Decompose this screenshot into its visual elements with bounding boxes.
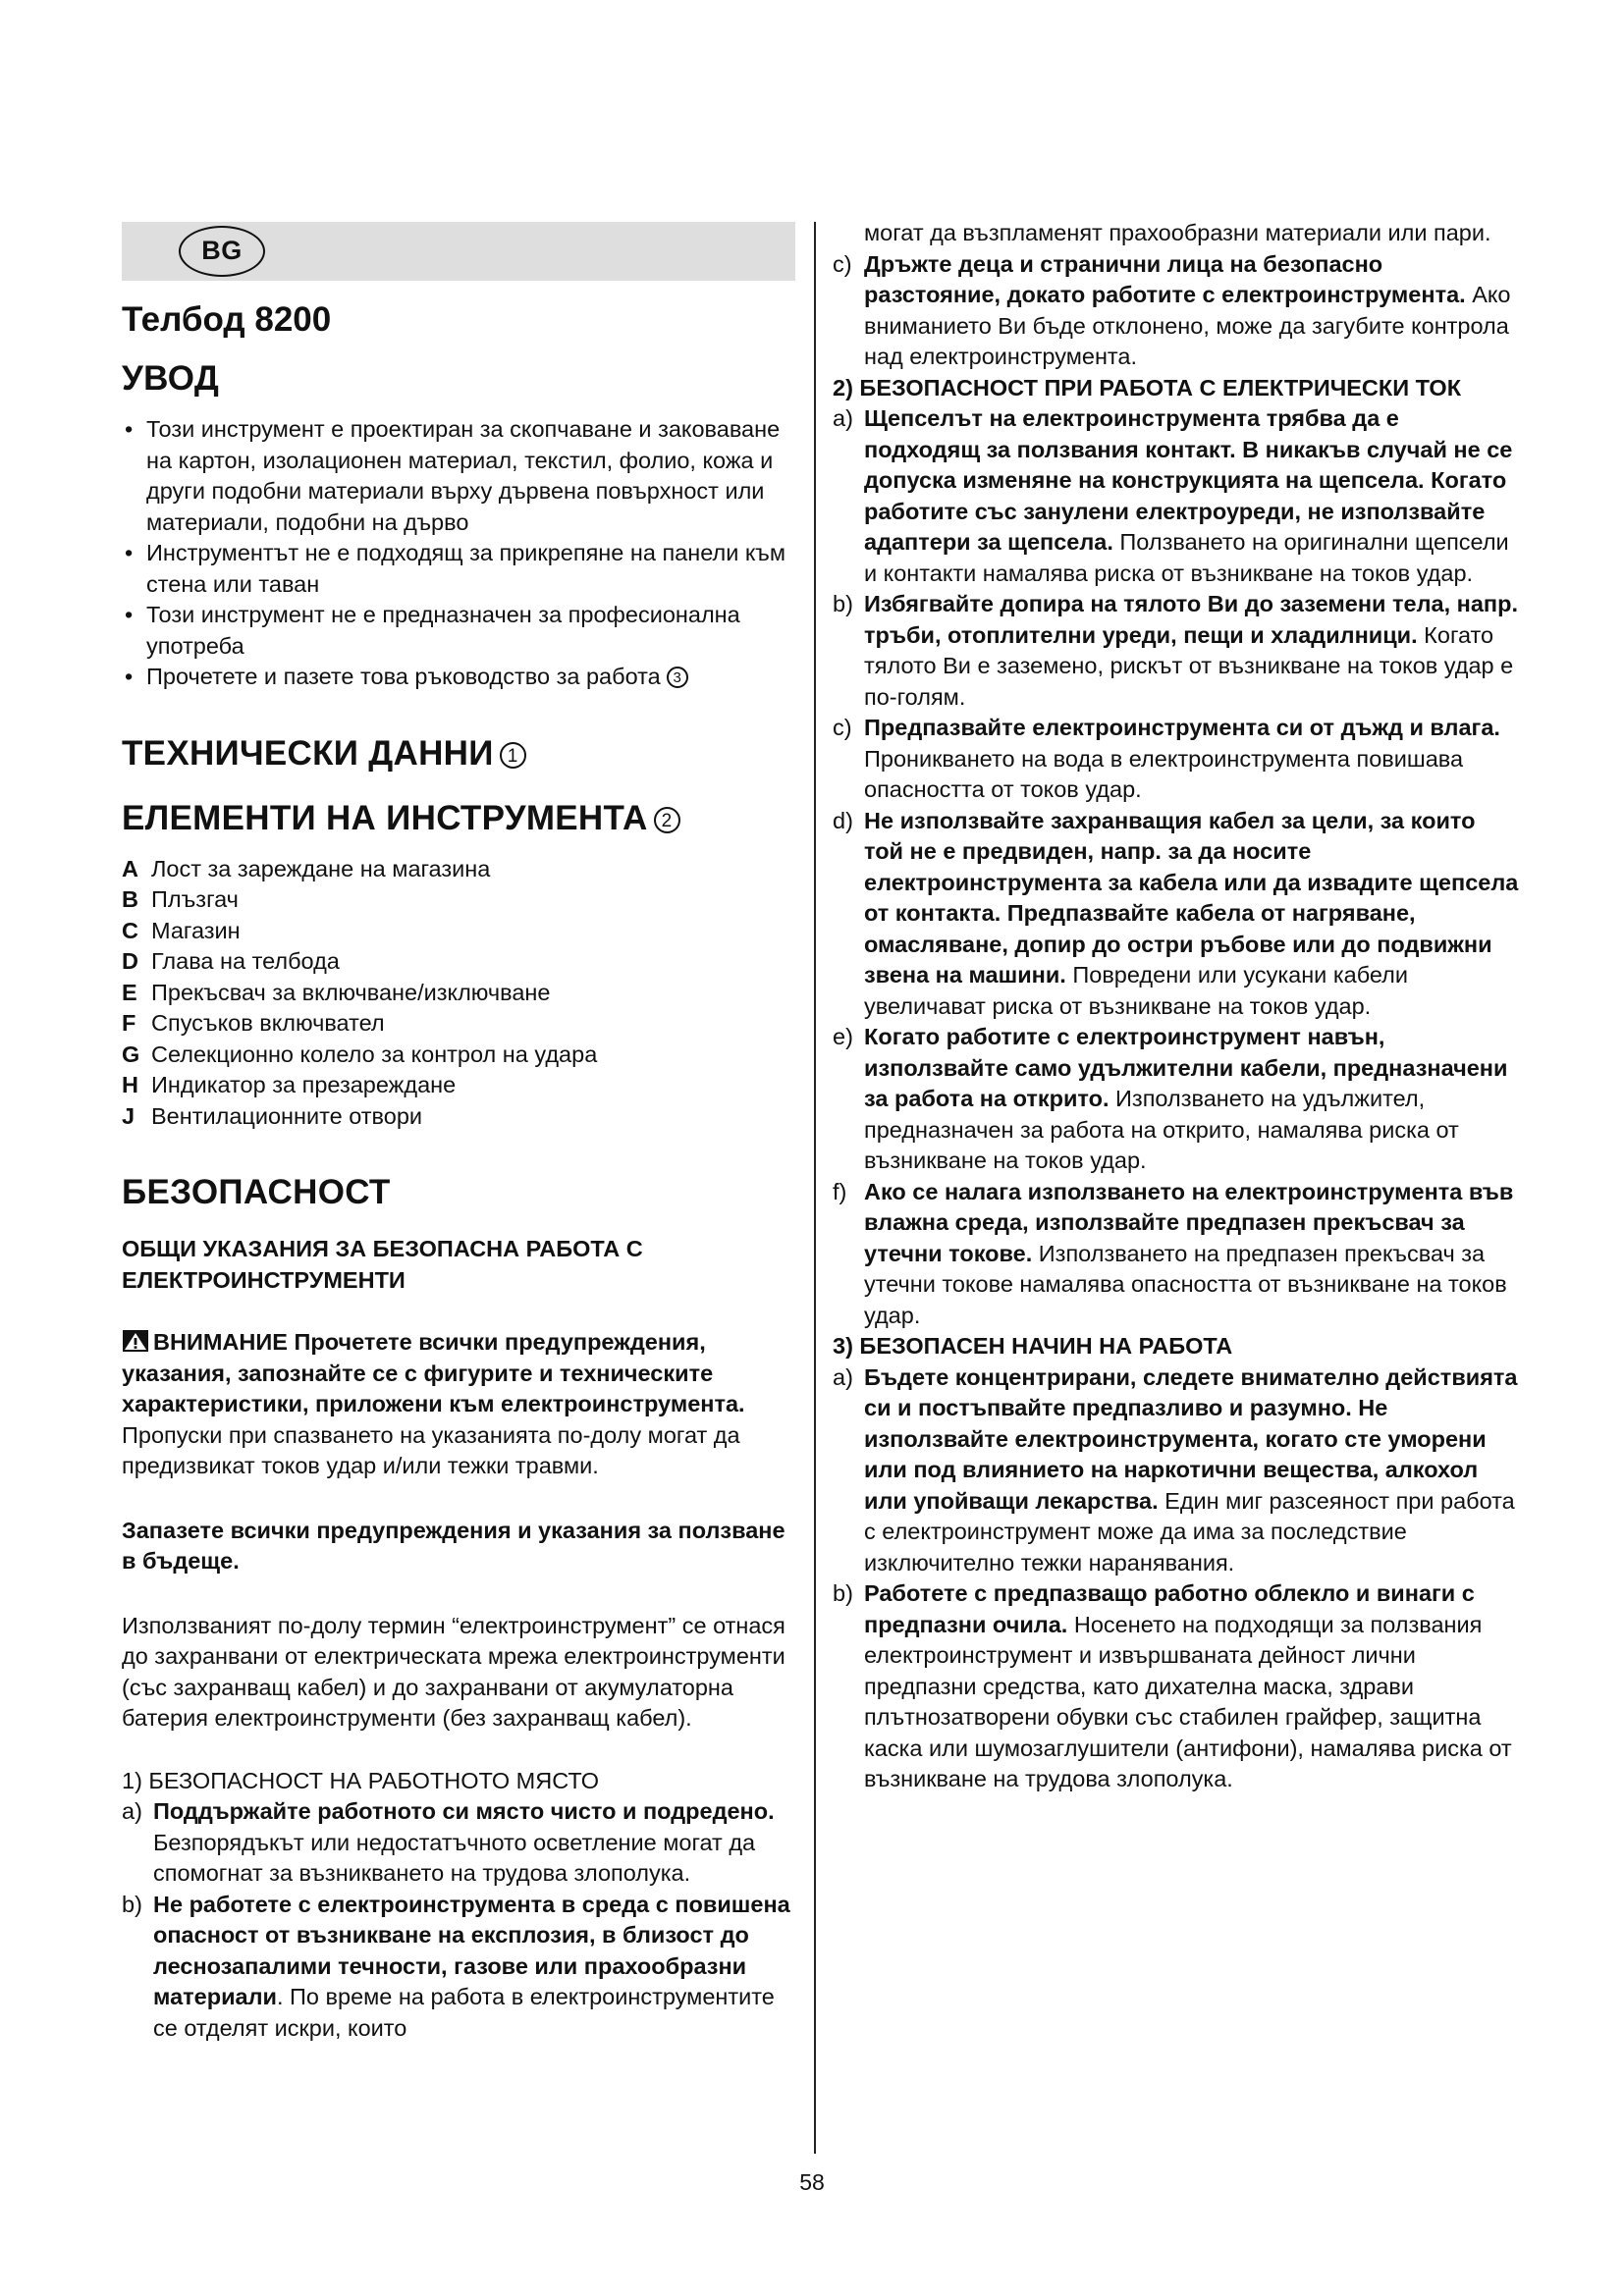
item-bold-text: Избягвайте допира на тялото Ви до заземени тела, напр. тръби, отоплителни уреди, пещи и хладилници. [864, 591, 1519, 648]
section-2-item-d [833, 806, 1520, 1023]
item-bold-text: Поддържайте работното си място чисто и подредено. [153, 1798, 775, 1824]
section-2-item-b [833, 589, 1520, 713]
item-text: Ако вниманието Ви бъде отклонено, може да загубите контрола над електроинструмента. [864, 282, 1511, 369]
element-key: D [122, 948, 138, 974]
language-badge: BG [179, 226, 265, 277]
warning-paragraph [122, 1327, 795, 1482]
element-item [122, 1040, 795, 1071]
item-text: Използването на удължител, предназначен за работа на открито, намалява риска от възникване на токов удар. [864, 1086, 1459, 1173]
item-bold-text: Когато работите с електроинструмент навън, използвайте само удължителни кабели, предназначени за работа на открито. [864, 1024, 1508, 1111]
element-text: Магазин [151, 917, 241, 943]
section-2-item-c [833, 713, 1520, 806]
item-bold-text: Работете с предпазващо работно облекло и винаги с предпазни очила. [864, 1580, 1475, 1637]
element-key: E [122, 979, 137, 1005]
left-column [122, 222, 795, 2044]
item-continuation: могат да възпламенят прахообразни материали или пари. [864, 220, 1491, 245]
elements-heading-text: ЕЛЕМЕНТИ НА ИНСТРУМЕНТА [122, 798, 648, 837]
item-label: e) [833, 1024, 853, 1049]
intro-bullet-text: Прочетете и пазете това ръководство за работа [146, 664, 661, 689]
section-1-item-c [833, 249, 1520, 373]
section-1-items [122, 1796, 795, 2044]
item-text: Един миг разсеяност при работа с електроинструмент може да има за последствие изключително тежки наранявания. [864, 1487, 1515, 1575]
term-definition: Използваният по-долу термин “електроинструмент” се отнася до захранвани от електрическата мрежа електроинструменти (със захранващ кабел) и до захранвани от акумулаторна батерия електроинструменти (без захранващ кабел). [122, 1612, 785, 1731]
section-2-item-a [833, 403, 1520, 589]
item-bold-text: Ако се налага използването на електроинструмента във влажна среда, използвайте предпазен прекъсвач за утечни токове. [864, 1178, 1514, 1266]
element-item [122, 1101, 795, 1133]
safety-heading: БЕЗОПАСНОСТ [122, 1173, 391, 1211]
element-key: F [122, 1010, 136, 1036]
figure-ref-1: 1 [500, 742, 526, 769]
tech-data-heading-text: ТЕХНИЧЕСКИ ДАННИ [122, 733, 494, 773]
item-text: . По време на работа в електроинструментите се отделят искри, които [153, 1984, 775, 2041]
section-3-items [833, 1362, 1520, 1795]
safety-subheading: ОБЩИ УКАЗАНИЯ ЗА БЕЗОПАСНА РАБОТА С ЕЛЕКТРОИНСТРУМЕНТИ [122, 1236, 643, 1293]
intro-heading: УВОД [122, 359, 220, 398]
item-label: c) [833, 250, 852, 277]
element-text: Плъзгач [151, 886, 239, 912]
warning-text: Пропуски при спазването на указанията по-долу могат да предизвикат токов удар и/или тежки травми. [122, 1421, 740, 1478]
element-item [122, 946, 795, 978]
item-label: a) [833, 1363, 853, 1390]
element-text: Спусъков включвател [151, 1010, 385, 1036]
element-text: Прекъсвач за включване/изключване [151, 979, 551, 1005]
document-title: Телбод 8200 [122, 300, 332, 339]
intro-bullet: • Този инструмент е проектиран за скопчаване и заковаване на картон, изолационен материал, текстил, фолио, кожа и други подобни материали върху дървена повърхност или материали, подобни на дърво [122, 414, 795, 538]
item-label: b) [833, 1580, 853, 1606]
element-item [122, 884, 795, 916]
intro-bullet: • Инструментът не е подходящ за прикрепяне на панели към стена или таван [122, 538, 795, 600]
intro-bullet: • Този инструмент не е предназначен за професионална употреба [122, 600, 795, 662]
item-text: Носенето на подходящи за ползвания електроинструмент и извършваната дейност лични предпазни средства, като дихателна маска, здрави плътнозатворени обувки със стабилен грайфер, защитна каска или шумозаглушители (антифони), намалява риска от възникване на трудова злополука. [864, 1611, 1512, 1791]
element-key: C [122, 917, 138, 943]
element-item [122, 916, 795, 947]
item-text: Когато тялото Ви е заземено, рискът от възникване на токов удар е по-голям. [864, 621, 1514, 710]
item-bold-text: Не използвайте захранващия кабел за цели, за които той не е предвиден, напр. за да носите електроинструмента за кабела или да извадите щепсела от контакта. Предпазвайте кабела от нагряване, омасляване, допир до остри ръбове или до подвижни звена на машини. [864, 807, 1519, 988]
item-bold-text: Бъдете концентрирани, следете внимателно действията си и постъпвайте предпазливо и разумно. Не използвайте електроинструмента, когато сте уморени или под влиянието на наркотични вещества, алкохол или упойващи лекарства. [864, 1363, 1518, 1514]
section-1-item-b [122, 1890, 795, 2045]
intro-bullets [122, 414, 795, 693]
figure-ref-2: 2 [654, 807, 680, 833]
element-key: G [122, 1041, 140, 1067]
item-label: b) [122, 1891, 142, 1917]
column-divider [814, 222, 816, 2154]
item-text: Използването на предпазен прекъсвач за утечни токове намалява опасността от възникване на токов удар. [864, 1240, 1507, 1328]
figure-ref-3: 3 [667, 667, 688, 688]
section-3-item-b [833, 1578, 1520, 1795]
language-bar [122, 222, 795, 281]
section-3-item-a [833, 1362, 1520, 1579]
item-label: a) [122, 1798, 142, 1824]
element-item [122, 978, 795, 1009]
elements-heading [122, 799, 795, 838]
element-text: Селекционно колело за контрол на удара [151, 1041, 598, 1067]
item-label: f) [833, 1178, 847, 1204]
item-label: a) [833, 405, 853, 431]
item-bold-text: Щепселът на електроинструмента трябва да е подходящ за ползвания контакт. В никакъв случай не се допуска изменяне на конструкцията на щепсела. Когато работите със занулени електроуреди, не използвайте адаптери за щепсела. [864, 405, 1513, 555]
element-item [122, 1008, 795, 1040]
item-bold-text: Дръжте деца и странични лица на безопасно разстояние, докато работите с електроинструмента. [864, 250, 1466, 307]
intro-bullet [122, 662, 795, 693]
element-item [122, 854, 795, 885]
section-3-heading: 3) БЕЗОПАСЕН НАЧИН НА РАБОТА [833, 1333, 1233, 1359]
section-2-items [833, 403, 1520, 1331]
element-item [122, 1070, 795, 1101]
element-text: Вентилационните отвори [151, 1102, 423, 1129]
page-number: 58 [799, 2169, 825, 2195]
item-label: b) [833, 591, 853, 616]
section-2-item-f [833, 1177, 1520, 1332]
item-label: d) [833, 807, 853, 833]
item-text: Повредени или усукани кабели увеличават риска от възникване на токов удар. [864, 962, 1409, 1019]
tech-data-heading [122, 734, 795, 774]
element-key: A [122, 855, 138, 881]
warning-icon [122, 1329, 149, 1353]
section-2-item-e [833, 1022, 1520, 1177]
section-1-heading: 1) БЕЗОПАСНОСТ НА РАБОТНОТО МЯСТО [122, 1767, 599, 1793]
element-key: J [122, 1102, 135, 1129]
item-text: Ползването на оригинални щепсели и контакти намалява риска от възникване на токов удар. [864, 529, 1509, 586]
element-text: Глава на телбода [151, 948, 340, 974]
section-1-continued [833, 218, 1520, 373]
element-key: H [122, 1072, 138, 1097]
item-bold-text: Не работете с електроинструмента в среда с повишена опасност от възникване на експлозия, в близост до леснозапалими течности, газове или прахообразни материали [153, 1891, 790, 2009]
element-text: Лост за зареждане на магазина [151, 855, 491, 881]
element-text: Индикатор за презареждане [151, 1072, 457, 1097]
keep-instructions-note: Запазете всички предупреждения и указания за ползване в бъдеще. [122, 1517, 785, 1574]
item-label: c) [833, 715, 852, 740]
item-text: Безпорядъкът или недостатъчното осветление могат да спомогнат за възникването на трудова злополука. [153, 1829, 756, 1886]
warning-bold-text: ВНИМАНИЕ Прочетете всички предупреждения, указания, запознайте се с фигурите и техническите характеристики, приложени към електроинструмента. [122, 1329, 745, 1416]
section-2-heading: 2) БЕЗОПАСНОСТ ПРИ РАБОТА С ЕЛЕКТРИЧЕСКИ ТОК [833, 374, 1462, 400]
elements-list [122, 854, 795, 1133]
right-column [833, 218, 1520, 1795]
item-text: Проникването на вода в електроинструмента повишава опасността от токов удар. [864, 745, 1464, 802]
section-1-item-a [122, 1796, 795, 1890]
element-key: B [122, 886, 138, 912]
item-bold-text: Предпазвайте електроинструмента си от дъжд и влага. [864, 715, 1500, 740]
